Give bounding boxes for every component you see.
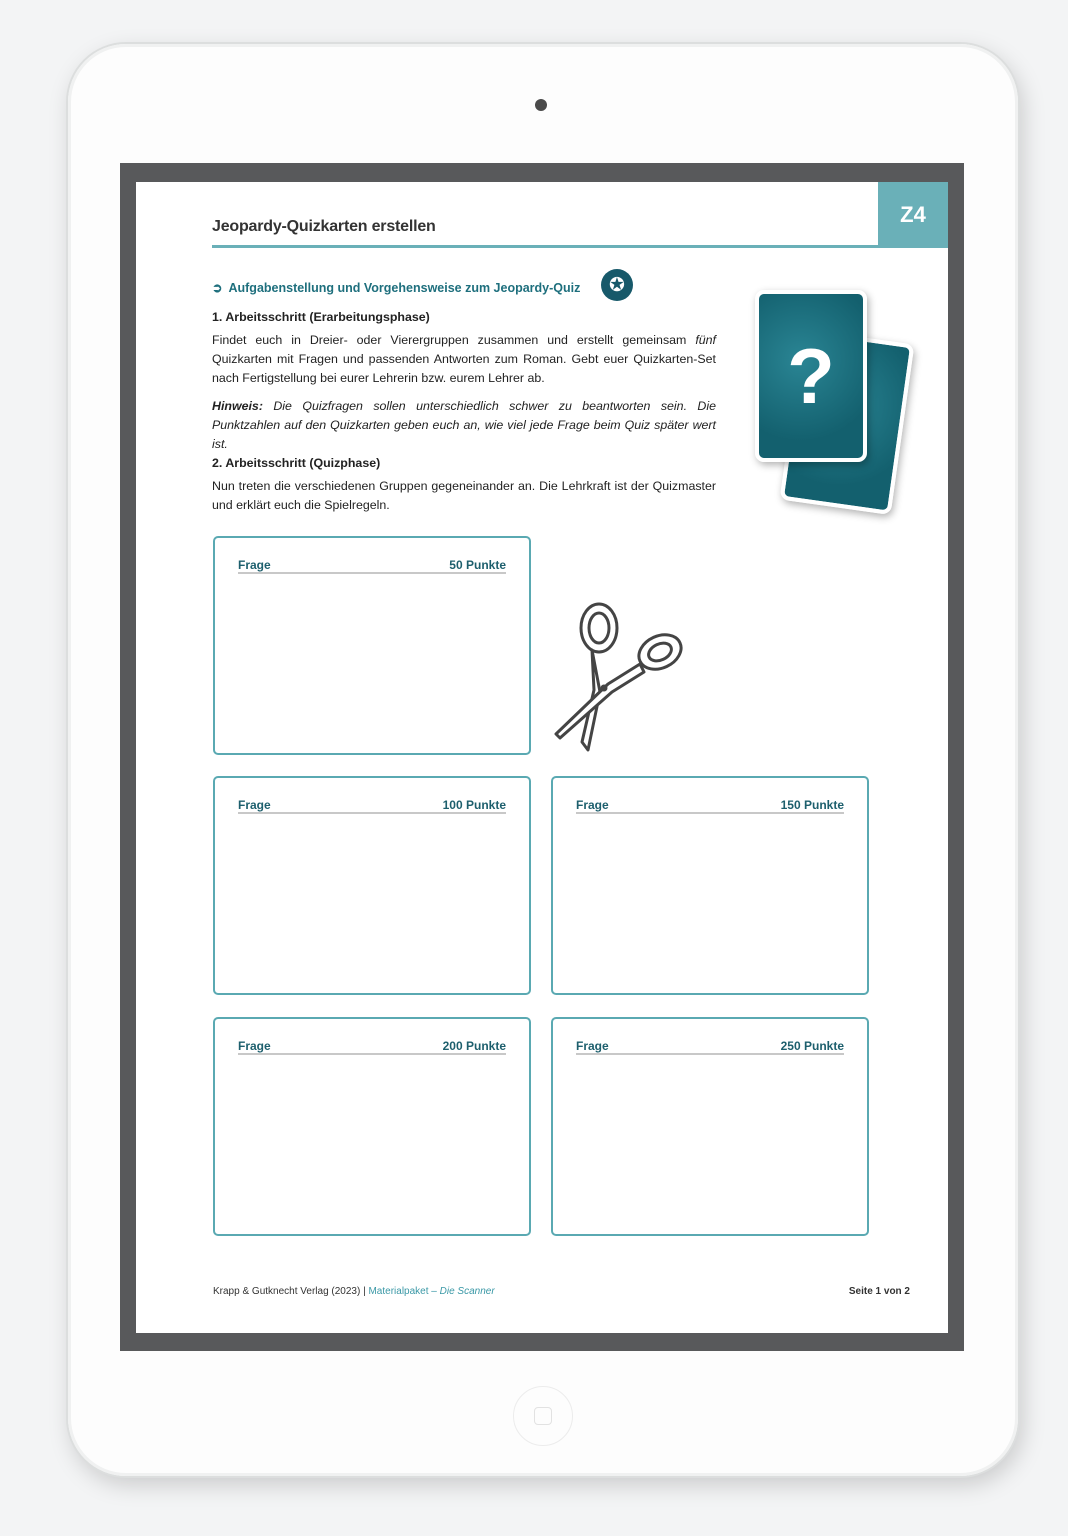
section-heading-text: Aufgabenstellung und Vorgehensweise zum Jeopardy-Quiz [228, 280, 581, 295]
scissors-icon [552, 592, 692, 752]
footer-series: Materialpaket – [368, 1286, 440, 1297]
footer-credit [213, 1286, 495, 1297]
step2-heading: 2. Arbeitsschritt (Quizphase) [212, 456, 381, 470]
section-heading [212, 280, 580, 295]
quiz-cards-illustration [751, 286, 921, 508]
chapter-badge: Z4 [878, 182, 948, 248]
card-points: 150 Punkte [780, 798, 844, 812]
document-page [136, 182, 948, 1333]
step1-heading: 1. Arbeitsschritt (Erarbeitungsphase) [212, 310, 430, 324]
quiz-card-200[interactable] [213, 1017, 531, 1236]
card-points: 200 Punkte [442, 1039, 506, 1053]
step1-body-emphasis: fünf [695, 333, 716, 347]
page-title: Jeopardy-Quizkarten erstellen [212, 218, 436, 235]
step1-body-part1: Findet euch in Dreier- oder Vierergruppen zusammen und erstellt gemeinsam [212, 333, 696, 347]
hint-label: Hinweis: [212, 399, 263, 413]
card-points: 50 Punkte [449, 558, 506, 572]
quiz-card-100[interactable] [213, 776, 531, 995]
camera-icon [535, 99, 547, 111]
page-number: Seite 1 von 2 [848, 1286, 910, 1297]
hint-paragraph [212, 397, 716, 454]
home-square-icon [534, 1407, 552, 1425]
title-divider [212, 245, 878, 248]
step2-body: Nun treten die verschiedenen Gruppen gegeneinander an. Die Lehrkraft ist der Quizmaster und erklärt euch die Spielregeln. [212, 479, 716, 512]
step1-body-part2: Quizkarten mit Fragen und passenden Antworten zum Roman. Gebt euer Quizkarten-Set nach Fertigstellung bei eurer Lehrerin bzw. eurem Lehrer ab. [212, 352, 716, 385]
arrow-icon: ➲ [212, 281, 223, 295]
card-header [576, 794, 844, 814]
card-points: 250 Punkte [780, 1039, 844, 1053]
card-header [238, 1035, 506, 1055]
card-label: Frage [238, 798, 271, 812]
hint-text: Die Quizfragen sollen unterschiedlich schwer zu beantworten sein. Die Punktzahlen auf den Quizkarten geben euch an, wie viel jede Frage beim Quiz später wert ist. [212, 399, 716, 451]
footer-publisher: Krapp & Gutknecht Verlag (2023) | [213, 1286, 369, 1297]
quiz-card-250[interactable] [551, 1017, 869, 1236]
card-header [238, 554, 506, 574]
card-label: Frage [238, 1039, 271, 1053]
card-header [238, 794, 506, 814]
step1-body [212, 331, 716, 388]
card-label: Frage [238, 558, 271, 572]
home-button[interactable] [513, 1386, 573, 1446]
page-footer [213, 1286, 910, 1297]
quiz-card-150[interactable] [551, 776, 869, 995]
star-badge-icon: ✪ [601, 269, 633, 301]
footer-book-title: Die Scanner [439, 1286, 495, 1297]
card-label: Frage [576, 1039, 609, 1053]
card-label: Frage [576, 798, 609, 812]
question-mark-icon: ? [755, 290, 867, 462]
card-header [576, 1035, 844, 1055]
card-points: 100 Punkte [442, 798, 506, 812]
quiz-card-50[interactable] [213, 536, 531, 755]
